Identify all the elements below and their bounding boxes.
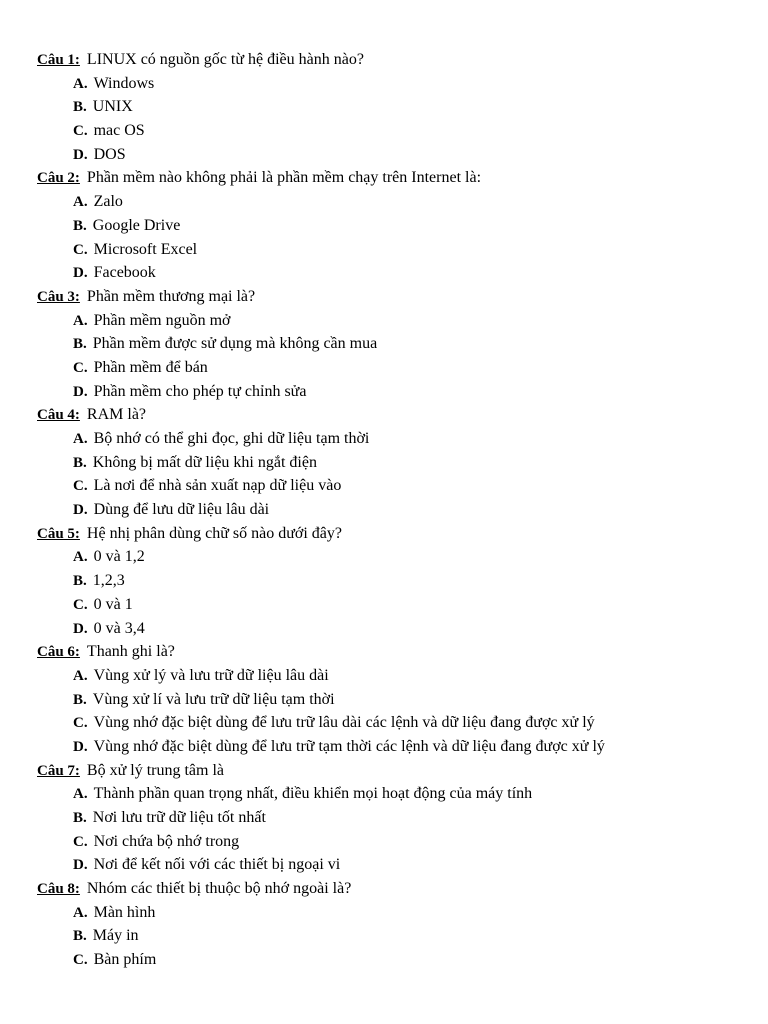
answer-option (37, 190, 737, 214)
option-text: UNIX (92, 98, 133, 116)
option-text: Phần mềm cho phép tự chỉnh sửa (93, 382, 307, 400)
option-text: Nơi chứa bộ nhớ trong (93, 832, 240, 850)
option-letter: D. (73, 146, 88, 163)
option-text: Phần mềm nguồn mở (93, 311, 231, 329)
answer-option (37, 72, 737, 96)
option-text: 0 và 1 (93, 595, 133, 613)
option-letter: B. (73, 336, 87, 353)
question-3 (37, 285, 737, 309)
answer-option (37, 498, 737, 522)
question-label: Câu 3: (37, 288, 80, 305)
answer-option (37, 782, 737, 806)
answer-option (37, 214, 737, 238)
answer-option (37, 356, 737, 380)
question-label: Câu 5: (37, 525, 80, 542)
option-text: Thành phần quan trọng nhất, điều khiển mọi hoạt động của máy tính (93, 785, 533, 803)
question-text: Bộ xử lý trung tâm là (86, 761, 225, 779)
answer-option (37, 901, 737, 925)
option-text: mac OS (93, 122, 145, 140)
answer-option (37, 664, 737, 688)
option-letter: D. (73, 502, 88, 519)
option-text: Là nơi để nhà sản xuất nạp dữ liệu vào (93, 477, 342, 495)
answer-option (37, 948, 737, 972)
question-text: Nhóm các thiết bị thuộc bộ nhớ ngoài là? (86, 880, 352, 898)
option-letter: C. (73, 596, 88, 613)
option-letter: B. (73, 928, 87, 945)
option-letter: A. (73, 312, 88, 329)
option-letter: A. (73, 667, 88, 684)
option-text: Bàn phím (93, 951, 157, 969)
option-letter: C. (73, 833, 88, 850)
question-5 (37, 522, 737, 546)
question-6 (37, 640, 737, 664)
answer-option (37, 119, 737, 143)
option-letter: A. (73, 549, 88, 566)
option-text: Vùng xử lí và lưu trữ dữ liệu tạm thời (92, 690, 335, 708)
question-text: LINUX có nguồn gốc từ hệ điều hành nào? (86, 51, 364, 68)
option-letter: A. (73, 194, 88, 211)
option-text: Zalo (93, 193, 123, 211)
option-letter: C. (73, 123, 88, 140)
answer-option (37, 474, 737, 498)
option-letter: B. (73, 217, 87, 234)
option-letter: C. (73, 478, 88, 495)
question-8 (37, 877, 737, 901)
option-letter: B. (73, 810, 87, 826)
option-text: Dùng để lưu dữ liệu lâu dài (93, 501, 270, 519)
answer-option (37, 853, 737, 877)
answer-option (37, 593, 737, 617)
answer-option (37, 95, 737, 119)
question-2 (37, 166, 737, 190)
option-text: 0 và 1,2 (93, 548, 145, 566)
question-1 (37, 48, 737, 72)
question-label: Câu 1: (37, 52, 80, 68)
answer-option (37, 309, 737, 333)
question-label: Câu 2: (37, 170, 80, 187)
option-letter: B. (73, 454, 87, 471)
question-text: Phần mềm thương mại là? (86, 287, 256, 305)
option-text: Windows (93, 74, 155, 92)
question-4 (37, 403, 737, 427)
option-letter: C. (73, 359, 88, 376)
option-letter: A. (73, 75, 88, 92)
answer-option (37, 261, 737, 285)
option-letter: A. (73, 786, 88, 803)
question-label: Câu 7: (37, 762, 80, 779)
answer-option (37, 735, 737, 759)
question-label: Câu 4: (37, 407, 80, 424)
option-letter: C. (73, 715, 88, 732)
answer-option (37, 688, 737, 712)
option-text: Máy in (92, 927, 139, 945)
option-text: Không bị mất dữ liệu khi ngắt điện (92, 453, 317, 471)
option-text: Vùng xử lý và lưu trữ dữ liệu lâu dài (93, 666, 329, 684)
option-text: 1,2,3 (92, 572, 125, 590)
answer-option (37, 238, 737, 262)
option-text: Bộ nhớ có thể ghi đọc, ghi dữ liệu tạm thời (93, 430, 370, 447)
option-letter: B. (73, 573, 87, 590)
question-7 (37, 759, 737, 783)
answer-option (37, 427, 737, 451)
option-letter: D. (73, 383, 88, 400)
option-letter: A. (73, 431, 88, 447)
answer-option (37, 143, 737, 167)
option-text: Màn hình (93, 903, 156, 921)
option-text: Nơi để kết nối với các thiết bị ngoại vi (93, 856, 341, 874)
option-text: Microsoft Excel (93, 240, 198, 258)
answer-option (37, 545, 737, 569)
answer-option (37, 806, 737, 830)
answer-option (37, 830, 737, 854)
option-letter: D. (73, 620, 88, 637)
option-text: Google Drive (92, 216, 181, 234)
option-text: Phần mềm để bán (93, 358, 208, 376)
option-letter: C. (73, 952, 88, 969)
option-letter: D. (73, 857, 88, 874)
option-text: Nơi lưu trữ dữ liệu tốt nhất (92, 809, 266, 826)
option-text: Phần mềm được sử dụng mà không cần mua (92, 335, 378, 353)
question-text: RAM là? (86, 406, 147, 424)
option-text: DOS (93, 145, 126, 163)
option-letter: C. (73, 241, 88, 258)
question-text: Thanh ghi là? (86, 643, 175, 661)
answer-option (37, 711, 737, 735)
option-letter: D. (73, 738, 88, 755)
option-text: Facebook (93, 264, 156, 282)
quiz-document (37, 48, 737, 972)
option-letter: D. (73, 265, 88, 282)
option-text: Vùng nhớ đặc biệt dùng để lưu trữ lâu dài các lệnh và dữ liệu đang được xử lý (93, 714, 595, 732)
question-label: Câu 6: (37, 644, 80, 661)
option-text: 0 và 3,4 (93, 619, 145, 637)
answer-option (37, 332, 737, 356)
option-letter: A. (73, 904, 88, 921)
option-letter: B. (73, 99, 87, 116)
option-letter: B. (73, 691, 87, 708)
question-text: Hệ nhị phân dùng chữ số nào dưới đây? (86, 524, 343, 542)
option-text: Vùng nhớ đặc biệt dùng để lưu trữ tạm thời các lệnh và dữ liệu đang được xử lý (93, 737, 605, 755)
question-text: Phần mềm nào không phải là phần mềm chạy trên Internet là: (86, 169, 482, 187)
answer-option (37, 617, 737, 641)
answer-option (37, 380, 737, 404)
answer-option (37, 924, 737, 948)
question-label: Câu 8: (37, 881, 80, 898)
answer-option (37, 569, 737, 593)
answer-option (37, 451, 737, 475)
